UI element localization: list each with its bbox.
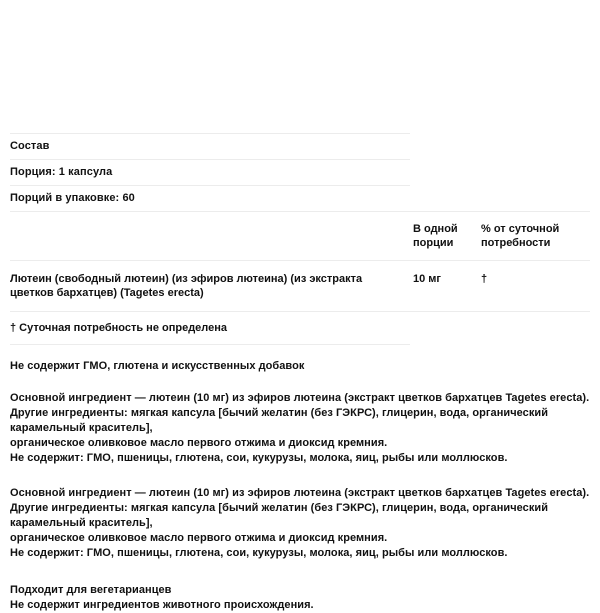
info-row-sostav — [0, 134, 600, 159]
vegetarian-line-2: Не содержит ингредиентов животного происхождения. — [10, 599, 314, 611]
allergens-1: Не содержит: ГМО, пшеницы, глютена, сои, кукурузы, молока, яиц, рыбы или моллюсков. — [10, 452, 508, 464]
table-header-daily-value: % от суточной потребности — [481, 223, 560, 249]
table-header-amount: В одной порции — [413, 223, 458, 249]
main-ingredient-1: Основной ингредиент — лютеин (10 мг) из эфиров лютеина (экстракт цветков бархатцев Tagetes erecta). — [10, 392, 590, 404]
claim-free-from: Не содержит ГМО, глютена и искусственных добавок — [10, 360, 305, 372]
other-ingredients-1-line-2: органическое оливковое масло первого отжима и диоксид кремния. — [10, 437, 388, 449]
table-row — [10, 261, 590, 312]
info-label-servings: Порций в упаковке: 60 — [10, 192, 135, 204]
claims-block — [0, 359, 600, 374]
info-label-sostav: Состав — [10, 140, 50, 152]
vegetarian-block — [0, 583, 600, 613]
other-ingredients-2-line-2: органическое оливковое масло первого отжима и диоксид кремния. — [10, 532, 388, 544]
allergens-2: Не содержит: ГМО, пшеницы, глютена, сои, кукурузы, молока, яиц, рыбы или моллюсков. — [10, 547, 508, 559]
nutrient-amount: 10 мг — [413, 261, 481, 312]
table-header-row — [10, 212, 590, 261]
nutrient-name: Лютеин (свободный лютеин) (из эфиров лютеина) (из экстракта цветков бархатцев) (Tagetes erecta) — [10, 261, 413, 312]
spacer-before-ingredients-1 — [0, 374, 600, 391]
info-row-portion — [0, 160, 600, 185]
table-footnote: † Суточная потребность не определена — [10, 312, 590, 345]
nutrient-daily-value: † — [481, 261, 590, 312]
ingredients-block-1 — [0, 391, 600, 466]
info-row-servings — [0, 186, 600, 211]
other-ingredients-1-line-1: Другие ингредиенты: мягкая капсула [бычий желатин (без ГЭКРС), глицерин, вода, органический карамельный краситель], — [10, 407, 549, 434]
table-header-name — [10, 212, 413, 261]
spacer-before-ingredients-2 — [0, 466, 600, 486]
supplement-facts-table — [10, 212, 590, 344]
ingredients-block-2 — [0, 486, 600, 561]
main-ingredient-2: Основной ингредиент — лютеин (10 мг) из эфиров лютеина (экстракт цветков бархатцев Tagetes erecta). — [10, 487, 590, 499]
info-label-portion: Порция: 1 капсула — [10, 166, 113, 178]
top-spacer — [0, 0, 600, 133]
table-footnote-row — [10, 312, 590, 345]
vegetarian-line-1: Подходит для вегетарианцев — [10, 584, 172, 596]
spacer-before-vegetarian — [0, 561, 600, 583]
spacer-before-claims — [0, 345, 600, 359]
other-ingredients-2-line-1: Другие ингредиенты: мягкая капсула [бычий желатин (без ГЭКРС), глицерин, вода, органический карамельный краситель], — [10, 502, 549, 529]
